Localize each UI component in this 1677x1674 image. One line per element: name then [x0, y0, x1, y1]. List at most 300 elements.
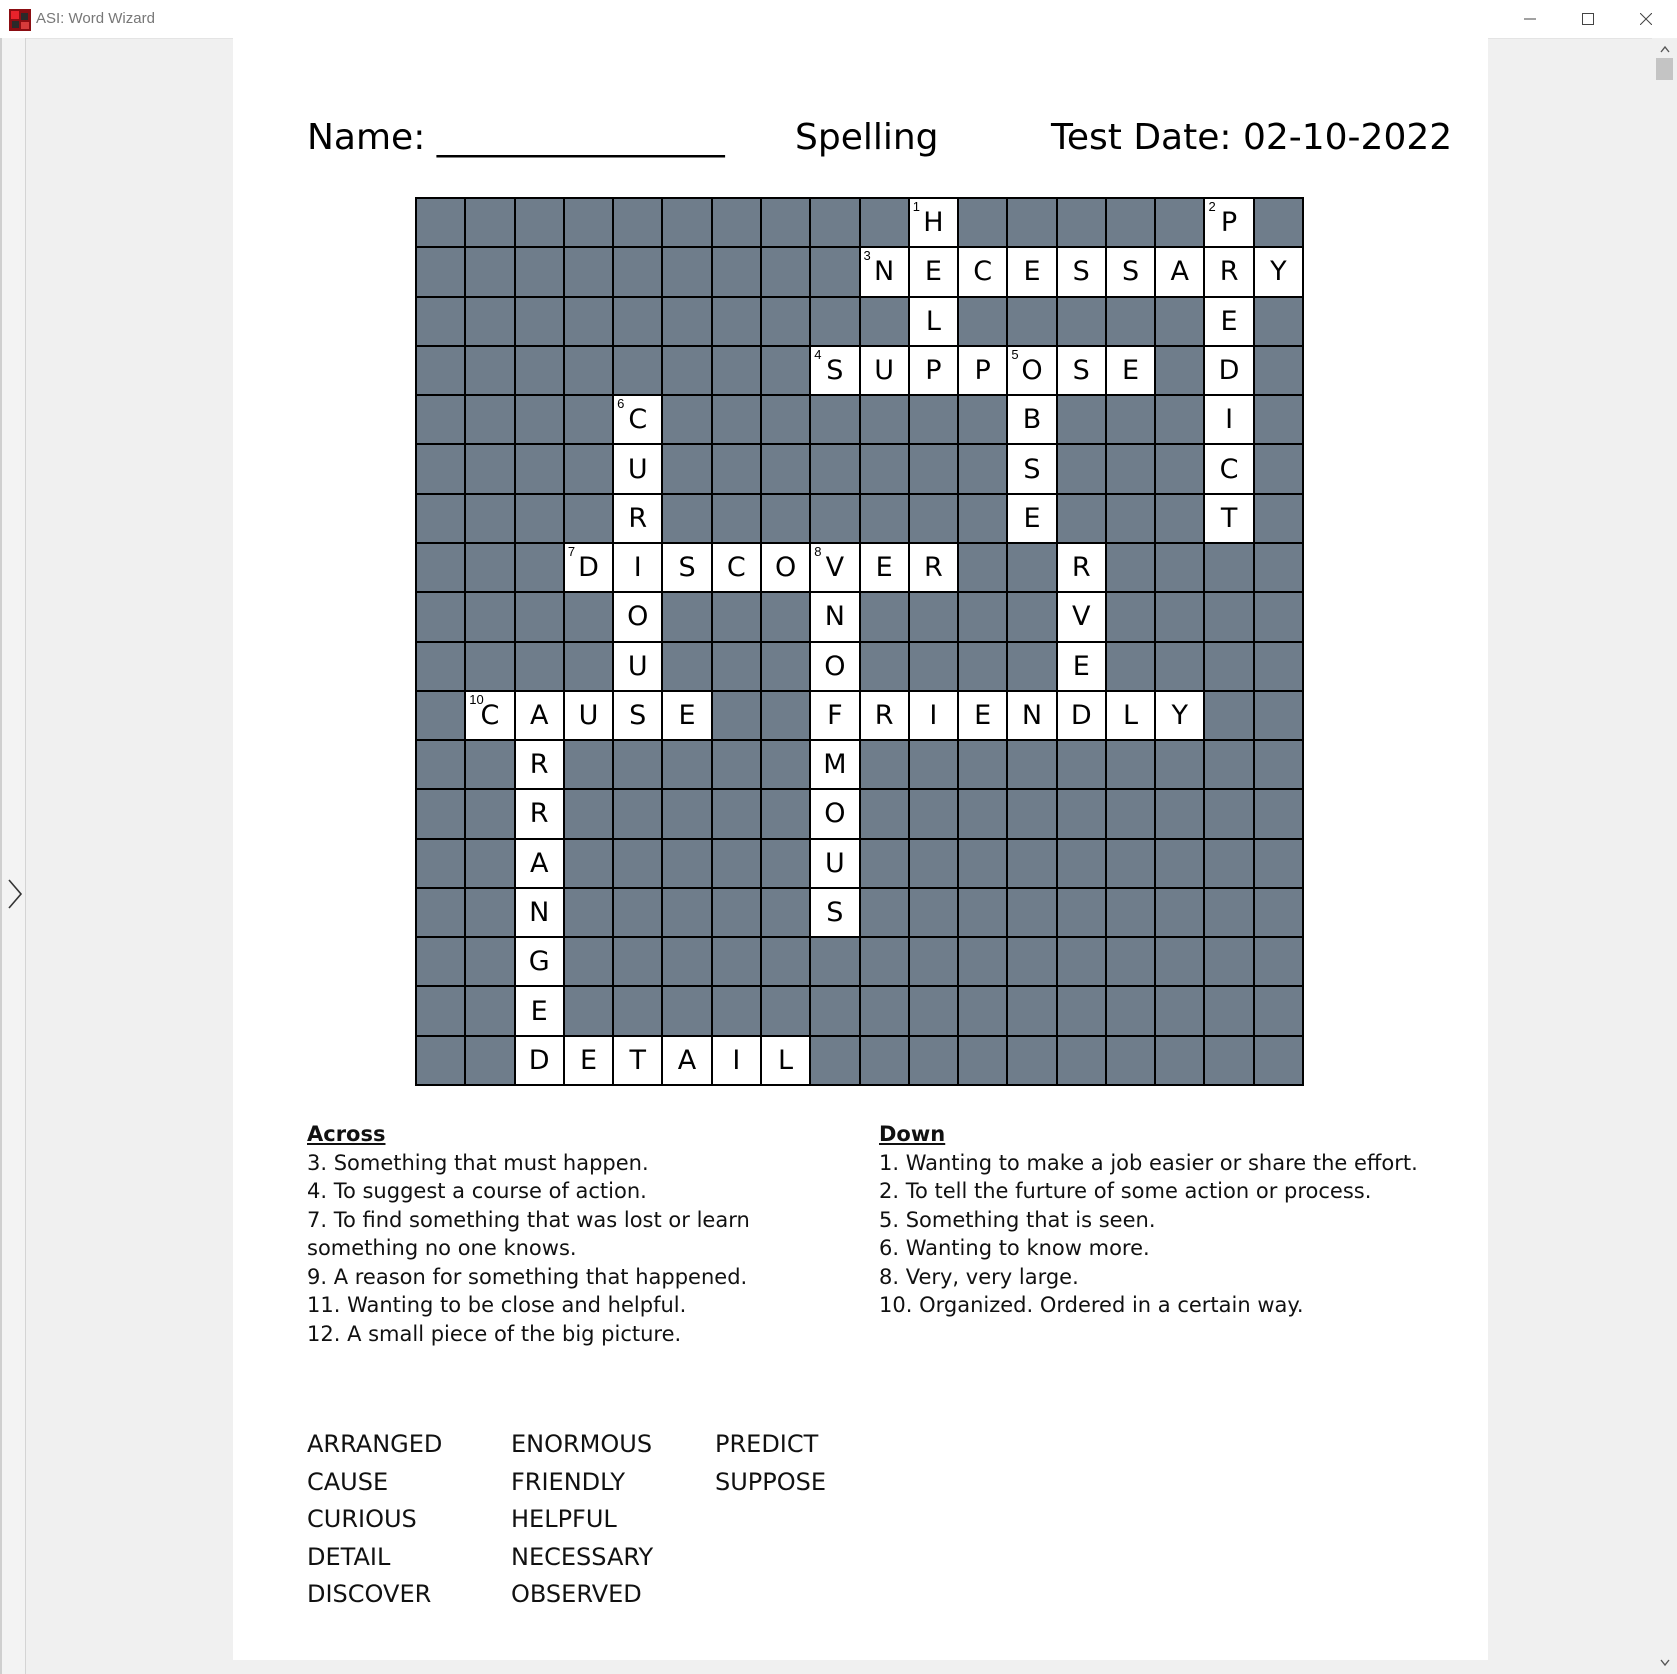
blocked-cell	[1205, 790, 1252, 837]
scroll-down-button[interactable]	[1652, 1652, 1677, 1674]
blocked-cell	[713, 790, 760, 837]
blocked-cell	[762, 347, 809, 394]
crossword-cell	[1058, 692, 1105, 739]
blocked-cell	[1156, 544, 1203, 591]
blocked-cell	[663, 840, 710, 887]
blocked-cell	[1156, 790, 1203, 837]
cell-letter: P	[974, 354, 991, 386]
crossword-cell	[762, 1037, 809, 1084]
blocked-cell	[614, 298, 661, 345]
cell-letter: E	[678, 699, 696, 731]
blocked-cell	[762, 987, 809, 1034]
crossword-cell	[811, 741, 858, 788]
blocked-cell	[1255, 840, 1302, 887]
cell-letter: V	[825, 552, 845, 584]
blocked-cell	[1156, 938, 1203, 985]
blocked-cell	[466, 840, 513, 887]
crossword-cell	[713, 544, 760, 591]
blocked-cell	[910, 495, 957, 542]
crossword-cell	[910, 544, 957, 591]
blocked-cell	[811, 495, 858, 542]
crossword-cell	[1008, 495, 1055, 542]
blocked-cell	[663, 495, 710, 542]
cell-letter: E	[1023, 256, 1041, 288]
crossword-cell	[1205, 347, 1252, 394]
blocked-cell	[1107, 396, 1154, 443]
blocked-cell	[466, 987, 513, 1034]
blocked-cell	[713, 199, 760, 246]
cell-letter: E	[924, 256, 942, 288]
crossword-cell	[1156, 248, 1203, 295]
blocked-cell	[565, 199, 612, 246]
cell-letter: R	[1071, 552, 1091, 584]
cell-letter: I	[929, 699, 938, 731]
blocked-cell	[466, 643, 513, 690]
cell-letter: A	[1170, 256, 1190, 288]
down-clue: 5. Something that is seen.	[879, 1207, 1156, 1232]
vertical-scrollbar[interactable]	[1652, 38, 1677, 1674]
cell-letter: R	[1219, 256, 1239, 288]
blocked-cell	[762, 840, 809, 887]
minimize-icon	[1524, 13, 1536, 25]
crossword-cell	[614, 544, 661, 591]
crossword-cell	[516, 741, 563, 788]
blocked-cell	[466, 347, 513, 394]
blocked-cell	[910, 938, 957, 985]
blocked-cell	[1205, 840, 1252, 887]
blocked-cell	[959, 495, 1006, 542]
blocked-cell	[959, 987, 1006, 1034]
word-bank-word: HELPFUL	[511, 1505, 617, 1534]
close-button[interactable]	[1617, 0, 1675, 38]
blocked-cell	[1107, 593, 1154, 640]
worksheet-page	[233, 38, 1488, 1660]
blocked-cell	[713, 741, 760, 788]
crossword-cell	[811, 790, 858, 837]
across-clue: 7. To find something that was lost or learn something no one knows.	[307, 1207, 750, 1260]
blocked-cell	[861, 889, 908, 936]
blocked-cell	[959, 741, 1006, 788]
blocked-cell	[1008, 987, 1055, 1034]
blocked-cell	[713, 643, 760, 690]
crossword-cell	[713, 1037, 760, 1084]
blocked-cell	[1255, 889, 1302, 936]
blocked-cell	[1107, 298, 1154, 345]
blocked-cell	[861, 1037, 908, 1084]
crossword-cell	[959, 248, 1006, 295]
blocked-cell	[959, 396, 1006, 443]
cell-letter: R	[529, 798, 549, 830]
blocked-cell	[1107, 495, 1154, 542]
cell-letter: S	[1023, 453, 1041, 485]
across-clue: 4. To suggest a course of action.	[307, 1179, 647, 1203]
blocked-cell	[959, 298, 1006, 345]
crossword-cell	[1205, 248, 1252, 295]
cell-letter: B	[1022, 404, 1042, 436]
cell-letter: C	[628, 404, 648, 436]
blocked-cell	[1058, 938, 1105, 985]
cell-letter: S	[1121, 256, 1140, 288]
blocked-cell	[466, 938, 513, 985]
cell-letter: N	[874, 256, 895, 288]
blocked-cell	[811, 199, 858, 246]
crossword-cell	[811, 643, 858, 690]
blocked-cell	[1205, 593, 1252, 640]
cell-letter: D	[528, 1044, 550, 1076]
test-date: Test Date: 02-10-2022	[1051, 117, 1453, 158]
crossword-cell	[1058, 544, 1105, 591]
blocked-cell	[762, 692, 809, 739]
blocked-cell	[861, 445, 908, 492]
crossword-cell	[614, 1037, 661, 1084]
crossword-cell	[614, 643, 661, 690]
blocked-cell	[1255, 495, 1302, 542]
blocked-cell	[614, 347, 661, 394]
cell-letter: A	[677, 1044, 697, 1076]
blocked-cell	[861, 938, 908, 985]
down-clue: 6. Wanting to know more.	[879, 1236, 1150, 1260]
blocked-cell	[1008, 643, 1055, 690]
blocked-cell	[910, 889, 957, 936]
crossword-cell	[663, 1037, 710, 1084]
blocked-cell	[861, 396, 908, 443]
cell-letter: E	[1072, 650, 1090, 682]
blocked-cell	[1255, 790, 1302, 837]
down-clue: 8. Very, very large.	[879, 1264, 1079, 1289]
chevron-right-icon	[5, 876, 25, 912]
blocked-cell	[1107, 938, 1154, 985]
blocked-cell	[811, 248, 858, 295]
subject-title: Spelling	[795, 117, 939, 158]
cell-letter: E	[875, 552, 893, 584]
blocked-cell	[565, 445, 612, 492]
blocked-cell	[663, 199, 710, 246]
cell-letter: S	[678, 552, 696, 584]
blocked-cell	[1058, 396, 1105, 443]
blocked-cell	[1205, 889, 1252, 936]
blocked-cell	[1107, 840, 1154, 887]
crossword-cell	[910, 347, 957, 394]
blocked-cell	[417, 643, 464, 690]
clue-number: 1	[912, 199, 920, 214]
blocked-cell	[861, 593, 908, 640]
blocked-cell	[1008, 1037, 1055, 1084]
blocked-cell	[516, 495, 563, 542]
blocked-cell	[1107, 889, 1154, 936]
blocked-cell	[861, 840, 908, 887]
blocked-cell	[811, 396, 858, 443]
blocked-cell	[1008, 199, 1055, 246]
word-bank-word: DETAIL	[307, 1542, 391, 1571]
blocked-cell	[565, 790, 612, 837]
blocked-cell	[1008, 790, 1055, 837]
blocked-cell	[1205, 643, 1252, 690]
blocked-cell	[1058, 1037, 1105, 1084]
blocked-cell	[614, 889, 661, 936]
word-bank-column	[715, 1426, 826, 1501]
blocked-cell	[910, 1037, 957, 1084]
blocked-cell	[417, 248, 464, 295]
crossword-cell	[565, 1037, 612, 1084]
cell-letter: E	[579, 1044, 597, 1076]
crossword-cell	[1255, 248, 1302, 295]
crossword-cell	[1205, 396, 1252, 443]
blocked-cell	[1008, 938, 1055, 985]
blocked-cell	[1205, 692, 1252, 739]
blocked-cell	[861, 298, 908, 345]
blocked-cell	[910, 987, 957, 1034]
cell-letter: E	[1121, 354, 1140, 386]
cell-letter: O	[627, 601, 649, 633]
scroll-thumb[interactable]	[1656, 58, 1673, 80]
crossword-cell	[1008, 347, 1055, 394]
blocked-cell	[1156, 445, 1203, 492]
blocked-cell	[516, 347, 563, 394]
cell-letter: D	[1070, 699, 1092, 731]
blocked-cell	[811, 938, 858, 985]
blocked-cell	[1058, 840, 1105, 887]
cell-letter: N	[529, 897, 550, 929]
blocked-cell	[811, 445, 858, 492]
name-field-label: Name: ________________	[307, 117, 725, 158]
blocked-cell	[762, 643, 809, 690]
blocked-cell	[1156, 347, 1203, 394]
blocked-cell	[417, 692, 464, 739]
blocked-cell	[959, 544, 1006, 591]
crossword-cell	[861, 248, 908, 295]
blocked-cell	[1058, 199, 1105, 246]
crossword-cell	[1058, 643, 1105, 690]
cell-letter: S	[1072, 256, 1090, 288]
clue-number: 2	[1208, 199, 1216, 214]
blocked-cell	[910, 593, 957, 640]
blocked-cell	[811, 298, 858, 345]
crossword-cell	[1156, 692, 1203, 739]
clue-number: 10	[469, 691, 484, 707]
blocked-cell	[417, 889, 464, 936]
crossword-cell	[959, 692, 1006, 739]
down-heading: Down	[879, 1122, 946, 1146]
blocked-cell	[1205, 544, 1252, 591]
across-clues	[307, 1120, 847, 1348]
blocked-cell	[1107, 1037, 1154, 1084]
cell-letter: S	[1072, 354, 1090, 386]
blocked-cell	[1058, 495, 1105, 542]
blocked-cell	[417, 593, 464, 640]
blocked-cell	[565, 987, 612, 1034]
word-bank-word: ENORMOUS	[511, 1430, 653, 1458]
blocked-cell	[861, 741, 908, 788]
clue-number: 3	[863, 248, 871, 264]
blocked-cell	[565, 347, 612, 394]
blocked-cell	[417, 396, 464, 443]
blocked-cell	[466, 741, 513, 788]
blocked-cell	[1058, 889, 1105, 936]
clue-number: 5	[1011, 346, 1019, 362]
blocked-cell	[417, 347, 464, 394]
blocked-cell	[861, 199, 908, 246]
blocked-cell	[959, 593, 1006, 640]
blocked-cell	[466, 495, 513, 542]
blocked-cell	[663, 445, 710, 492]
blocked-cell	[1156, 840, 1203, 887]
blocked-cell	[1156, 1037, 1203, 1084]
blocked-cell	[713, 495, 760, 542]
blocked-cell	[959, 445, 1006, 492]
word-bank-word: PREDICT	[715, 1430, 819, 1458]
blocked-cell	[1255, 199, 1302, 246]
cell-letter: E	[1220, 305, 1238, 337]
blocked-cell	[1107, 199, 1154, 246]
crossword-cell	[1205, 445, 1252, 492]
cell-letter: C	[480, 699, 500, 731]
blocked-cell	[663, 593, 710, 640]
blocked-cell	[1107, 790, 1154, 837]
blocked-cell	[1255, 445, 1302, 492]
blocked-cell	[959, 643, 1006, 690]
blocked-cell	[1058, 445, 1105, 492]
blocked-cell	[762, 445, 809, 492]
blocked-cell	[811, 987, 858, 1034]
blocked-cell	[861, 643, 908, 690]
crossword-cell	[1107, 248, 1154, 295]
cell-letter: C	[973, 256, 993, 288]
cell-letter: S	[826, 897, 844, 929]
crossword-cell	[1107, 692, 1154, 739]
cell-letter: E	[974, 699, 992, 731]
blocked-cell	[1008, 741, 1055, 788]
blocked-cell	[1255, 741, 1302, 788]
blocked-cell	[959, 938, 1006, 985]
blocked-cell	[910, 790, 957, 837]
blocked-cell	[417, 741, 464, 788]
blocked-cell	[614, 741, 661, 788]
blocked-cell	[910, 741, 957, 788]
crossword-cell	[614, 495, 661, 542]
blocked-cell	[1156, 396, 1203, 443]
blocked-cell	[1255, 298, 1302, 345]
blocked-cell	[959, 840, 1006, 887]
crossword-cell	[516, 987, 563, 1034]
blocked-cell	[1156, 643, 1203, 690]
blocked-cell	[516, 544, 563, 591]
blocked-cell	[565, 643, 612, 690]
blocked-cell	[959, 1037, 1006, 1084]
blocked-cell	[1156, 593, 1203, 640]
blocked-cell	[1008, 889, 1055, 936]
blocked-cell	[1058, 987, 1105, 1034]
crossword-cell	[1058, 347, 1105, 394]
crossword-cell	[516, 840, 563, 887]
blocked-cell	[1255, 987, 1302, 1034]
close-icon	[1640, 13, 1652, 25]
blocked-cell	[713, 593, 760, 640]
app-logo-icon	[9, 9, 31, 31]
maximize-icon	[1582, 13, 1594, 25]
crossword-cell	[565, 544, 612, 591]
blocked-cell	[663, 347, 710, 394]
blocked-cell	[663, 298, 710, 345]
clue-number: 4	[814, 346, 822, 362]
side-panel-strip	[0, 38, 26, 1674]
crossword-cell	[1058, 593, 1105, 640]
crossword-cell	[614, 445, 661, 492]
crossword-cell	[466, 692, 513, 739]
cell-letter: V	[1072, 601, 1091, 633]
clue-number: 8	[814, 543, 822, 559]
blocked-cell	[516, 298, 563, 345]
crossword-cell	[614, 692, 661, 739]
down-clue: 1. Wanting to make a job easier or share the effort.	[879, 1150, 1418, 1175]
blocked-cell	[959, 199, 1006, 246]
cell-letter: F	[827, 699, 843, 731]
clue-number: 7	[567, 543, 576, 559]
crossword-cell	[910, 298, 957, 345]
cell-letter: E	[1023, 502, 1041, 534]
word-bank-word: CAUSE	[307, 1467, 389, 1496]
cell-letter: U	[627, 453, 648, 485]
blocked-cell	[1156, 199, 1203, 246]
maximize-button[interactable]	[1559, 0, 1617, 38]
crossword-cell	[1058, 248, 1105, 295]
blocked-cell	[663, 248, 710, 295]
blocked-cell	[466, 1037, 513, 1084]
blocked-cell	[1058, 741, 1105, 788]
cell-letter: I	[732, 1044, 741, 1076]
down-clues	[879, 1120, 1439, 1320]
minimize-button[interactable]	[1501, 0, 1559, 38]
blocked-cell	[417, 298, 464, 345]
blocked-cell	[663, 790, 710, 837]
cell-letter: T	[629, 1044, 646, 1076]
cell-letter: C	[1219, 453, 1239, 485]
blocked-cell	[417, 840, 464, 887]
cell-letter: N	[824, 601, 845, 633]
cell-letter: P	[925, 354, 942, 386]
cell-letter: D	[578, 552, 599, 584]
chevron-up-icon	[1660, 45, 1670, 53]
blocked-cell	[1205, 987, 1252, 1034]
blocked-cell	[1205, 938, 1252, 985]
expand-panel-button[interactable]	[5, 876, 25, 912]
blocked-cell	[466, 790, 513, 837]
blocked-cell	[1255, 643, 1302, 690]
scroll-up-button[interactable]	[1652, 38, 1677, 60]
cell-letter: H	[923, 207, 944, 239]
blocked-cell	[1205, 741, 1252, 788]
crossword-cell	[910, 692, 957, 739]
cell-letter: N	[1021, 699, 1043, 731]
crossword-cell	[861, 544, 908, 591]
blocked-cell	[1058, 790, 1105, 837]
crossword-cell	[516, 1037, 563, 1084]
across-clue: 11. Wanting to be close and helpful.	[307, 1293, 687, 1317]
blocked-cell	[1058, 298, 1105, 345]
blocked-cell	[1255, 1037, 1302, 1084]
crossword-cell	[1107, 347, 1154, 394]
down-clue: 2. To tell the furture of some action or process.	[879, 1179, 1372, 1203]
crossword-cell	[811, 889, 858, 936]
blocked-cell	[1255, 593, 1302, 640]
blocked-cell	[516, 593, 563, 640]
title-bar	[0, 0, 1677, 39]
crossword-cell	[1205, 298, 1252, 345]
blocked-cell	[910, 445, 957, 492]
crossword-cell	[1008, 396, 1055, 443]
crossword-cell	[1008, 445, 1055, 492]
blocked-cell	[466, 199, 513, 246]
blocked-cell	[417, 445, 464, 492]
